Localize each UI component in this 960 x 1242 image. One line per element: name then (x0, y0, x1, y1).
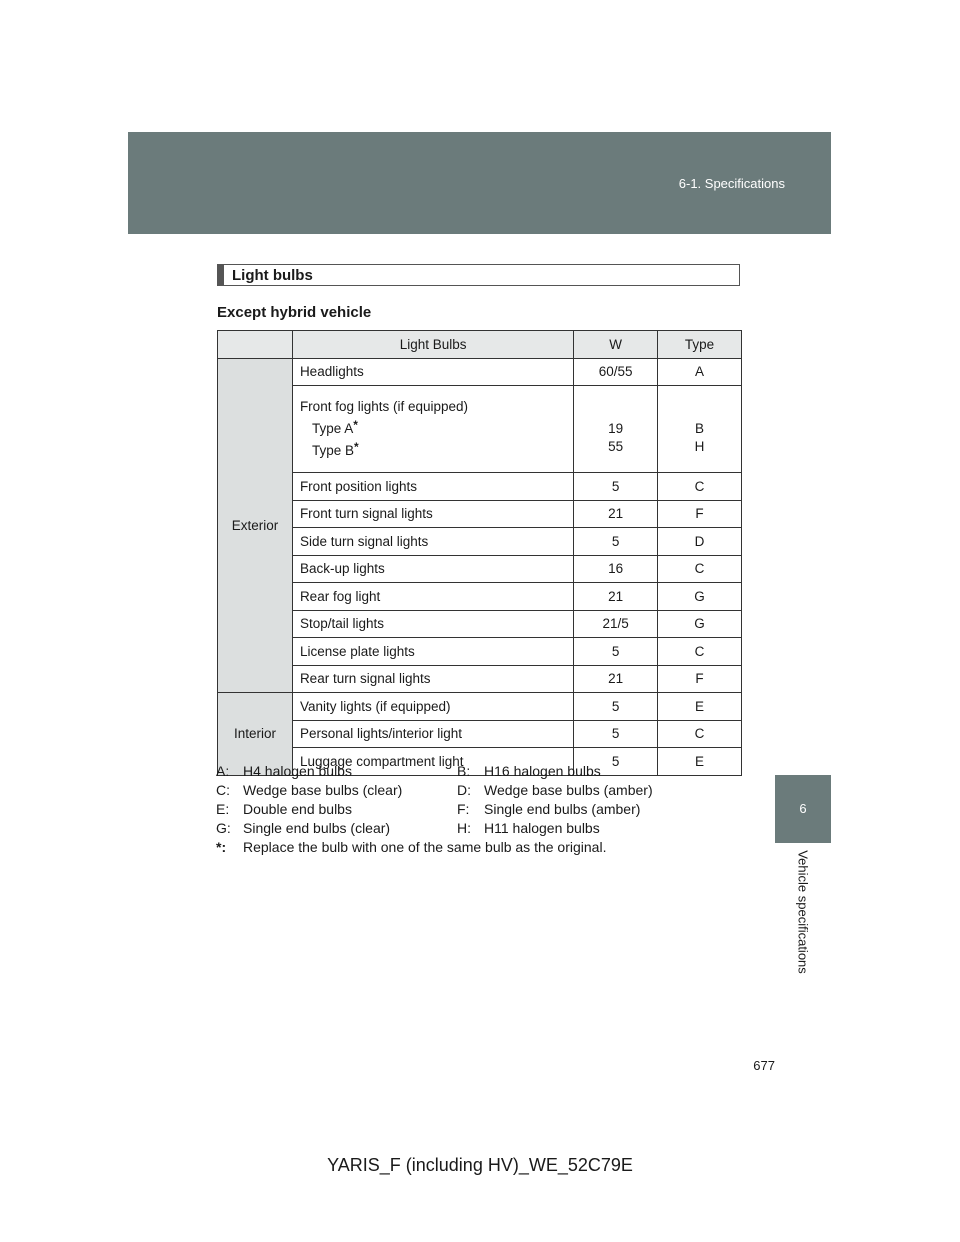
legend-item: B: H16 halogen bulbs (457, 763, 601, 779)
table-row (218, 720, 742, 748)
bulb-watt: 19 55 (574, 386, 658, 473)
chapter-tab: 6 (775, 775, 831, 843)
bulb-name: Front position lights (292, 473, 573, 501)
header-w: W (574, 331, 658, 359)
bulb-name: Luggage compartment light (292, 748, 573, 776)
bulb-watt: 5 (574, 528, 658, 556)
header-blank (218, 331, 293, 359)
bulb-name: Headlights (292, 358, 573, 386)
table-row (218, 528, 742, 556)
fog-label: Front fog lights (if equipped) (299, 399, 469, 414)
legend-item: F: Single end bulbs (amber) (457, 801, 641, 817)
header-light-bulbs: Light Bulbs (292, 331, 573, 359)
fog-type-b: Type B* (311, 440, 359, 458)
heading-bar (218, 265, 224, 285)
bulb-watt: 21 (574, 500, 658, 528)
bulb-type: C (658, 555, 742, 583)
bulb-type: B H (658, 386, 742, 473)
bulb-type: E (658, 693, 742, 721)
table-row (218, 610, 742, 638)
legend-row (216, 762, 756, 781)
page-number: 677 (753, 1058, 775, 1073)
bulb-type: F (658, 500, 742, 528)
legend-item: E: Double end bulbs (216, 801, 352, 817)
table-row (218, 693, 742, 721)
bulb-name: Rear fog light (292, 583, 573, 611)
table-row (218, 473, 742, 501)
chapter-title: Vehicle specifications (795, 850, 811, 974)
section-title: Light bulbs (232, 266, 313, 284)
table-row (218, 638, 742, 666)
table-row (218, 358, 742, 386)
header-band (128, 132, 831, 234)
legend-item: A: H4 halogen bulbs (216, 763, 352, 779)
bulb-type: G (658, 583, 742, 611)
legend-item: D: Wedge base bulbs (amber) (457, 782, 653, 798)
bulb-watt: 5 (574, 748, 658, 776)
fog-type-a: Type A* (311, 418, 358, 436)
section-heading (217, 264, 740, 286)
bulb-type-legend (216, 762, 756, 857)
bulb-name: Rear turn signal lights (292, 665, 573, 693)
asterisk-note-text: Replace the bulb with one of the same bulb as the original. (243, 839, 607, 855)
bulb-type: D (658, 528, 742, 556)
table-row (218, 555, 742, 583)
header-type: Type (658, 331, 742, 359)
bulb-name: License plate lights (292, 638, 573, 666)
bulb-name: Side turn signal lights (292, 528, 573, 556)
legend-item: H: H11 halogen bulbs (457, 820, 600, 836)
bulb-name: Personal lights/interior light (292, 720, 573, 748)
section-breadcrumb: 6-1. Specifications (678, 176, 785, 191)
bulb-name: Vanity lights (if equipped) (292, 693, 573, 721)
bulb-name: Front turn signal lights (292, 500, 573, 528)
bulb-watt: 21 (574, 665, 658, 693)
bulb-watt: 5 (574, 720, 658, 748)
table-row (218, 500, 742, 528)
bulb-type: C (658, 638, 742, 666)
bulb-watt: 5 (574, 638, 658, 666)
bulb-type: E (658, 748, 742, 776)
bulb-watt: 21 (574, 583, 658, 611)
bulb-name: Back-up lights (292, 555, 573, 583)
table-row (218, 583, 742, 611)
bulb-name (292, 386, 573, 473)
table-row (218, 665, 742, 693)
asterisk-key: *: (216, 839, 227, 855)
legend-row (216, 819, 756, 838)
table-row (218, 386, 742, 473)
bulb-watt: 5 (574, 473, 658, 501)
asterisk-icon: * (353, 440, 359, 454)
asterisk-icon: * (353, 418, 358, 432)
legend-item: C: Wedge base bulbs (clear) (216, 782, 403, 798)
bulb-name: Stop/tail lights (292, 610, 573, 638)
bulb-type: F (658, 665, 742, 693)
asterisk-note (216, 838, 756, 857)
bulb-watt: 60/55 (574, 358, 658, 386)
bulb-watt: 5 (574, 693, 658, 721)
footer-code: YARIS_F (including HV)_WE_52C79E (327, 1155, 633, 1175)
bulb-type: C (658, 473, 742, 501)
legend-row (216, 800, 756, 819)
legend-row (216, 781, 756, 800)
table-header-row (218, 331, 742, 359)
category-exterior: Exterior (218, 358, 293, 693)
bulb-type: C (658, 720, 742, 748)
legend-item: G: Single end bulbs (clear) (216, 820, 391, 836)
category-interior: Interior (218, 693, 293, 776)
bulb-watt: 21/5 (574, 610, 658, 638)
bulb-watt: 16 (574, 555, 658, 583)
bulb-type: A (658, 358, 742, 386)
bulb-type: G (658, 610, 742, 638)
light-bulbs-table (217, 330, 742, 776)
subtitle: Except hybrid vehicle (217, 304, 372, 321)
